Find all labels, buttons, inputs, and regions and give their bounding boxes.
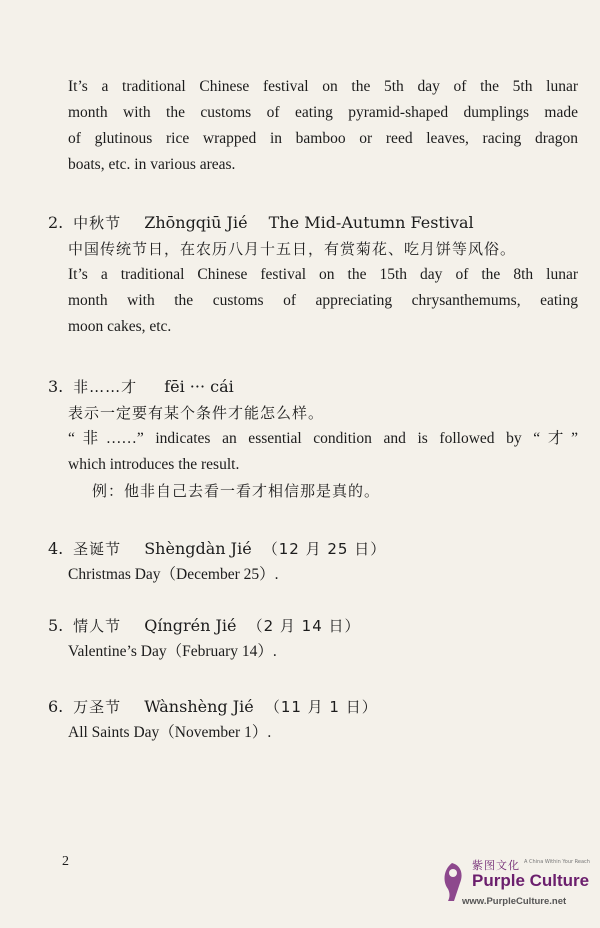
- note-pinyin: Shèngdàn Jié: [144, 539, 252, 558]
- note-chinese-explanation: 中国传统节日，在农历八月十五日，有赏菊花、吃月饼等风俗。: [68, 240, 517, 258]
- note-english-line: It’s a traditional Chinese festival on the 15th day of the 8th lunar: [68, 266, 578, 283]
- watermark-brand: Purple Culture: [472, 871, 590, 890]
- intro-paragraph: [68, 74, 578, 178]
- page-number: 2: [62, 854, 69, 869]
- note-english-line: Valentine’s Day（February 14）.: [68, 643, 277, 660]
- watermark-chinese-name: 紫图文化: [472, 859, 520, 872]
- note-heading-5: [48, 613, 361, 639]
- note-heading-6: [48, 694, 378, 720]
- watermark-logo: [438, 855, 588, 915]
- note-body-4: [68, 562, 578, 588]
- note-date: （12 月 25 日）: [262, 540, 387, 558]
- note-body-2: [68, 236, 578, 340]
- note-pinyin: Qíngrén Jié: [144, 616, 237, 635]
- note-number: 6.: [48, 697, 64, 716]
- intro-line: boats, etc. in various areas.: [68, 156, 236, 173]
- note-body-6: [68, 720, 578, 746]
- note-english-term: The Mid-Autumn Festival: [268, 213, 474, 232]
- note-chinese-term: 圣诞节: [73, 540, 122, 558]
- note-english-line: moon cakes, etc.: [68, 318, 172, 335]
- note-date: （11 月 1 日）: [264, 698, 378, 716]
- note-english-line: All Saints Day（November 1）.: [68, 724, 272, 741]
- note-chinese-explanation: 表示一定要有某个条件才能怎么样。: [68, 404, 325, 422]
- note-pinyin: Zhōngqiū Jié: [144, 213, 248, 232]
- note-pinyin: Wànshèng Jié: [144, 697, 254, 716]
- watermark-url: www.PurpleCulture.net: [462, 896, 567, 907]
- note-number: 4.: [48, 539, 64, 558]
- note-english-line: month with the customs of appreciating chrysanthemums, eating: [68, 292, 578, 309]
- note-number: 5.: [48, 616, 64, 635]
- note-english-line: “非……” indicates an essential condition and is followed by “才”: [68, 430, 578, 447]
- note-example: 例：他非自己去看一看才相信那是真的。: [92, 482, 381, 500]
- note-date: （2 月 14 日）: [247, 617, 361, 635]
- note-pinyin: fēi ··· cái: [164, 377, 234, 396]
- note-heading-4: [48, 536, 386, 562]
- note-chinese-term: 万圣节: [73, 698, 122, 716]
- note-body-3: [68, 400, 578, 504]
- note-number: 3.: [48, 377, 64, 396]
- watermark-tagline: A China Within Your Reach: [524, 859, 590, 865]
- note-chinese-term: 非……才: [73, 378, 138, 396]
- note-body-5: [68, 639, 578, 665]
- note-heading-3: [48, 374, 234, 400]
- note-number: 2.: [48, 213, 64, 232]
- note-english-line: Christmas Day（December 25）.: [68, 566, 279, 583]
- intro-line: month with the customs of eating pyramid-shaped dumplings made: [68, 104, 578, 121]
- intro-line: It’s a traditional Chinese festival on the 5th day of the 5th lunar: [68, 78, 578, 95]
- note-heading-2: [48, 210, 474, 236]
- note-english-line: which introduces the result.: [68, 456, 240, 473]
- note-chinese-term: 中秋节: [73, 214, 122, 232]
- note-chinese-term: 情人节: [73, 617, 122, 635]
- intro-line: of glutinous rice wrapped in bamboo or reed leaves, racing dragon: [68, 130, 578, 147]
